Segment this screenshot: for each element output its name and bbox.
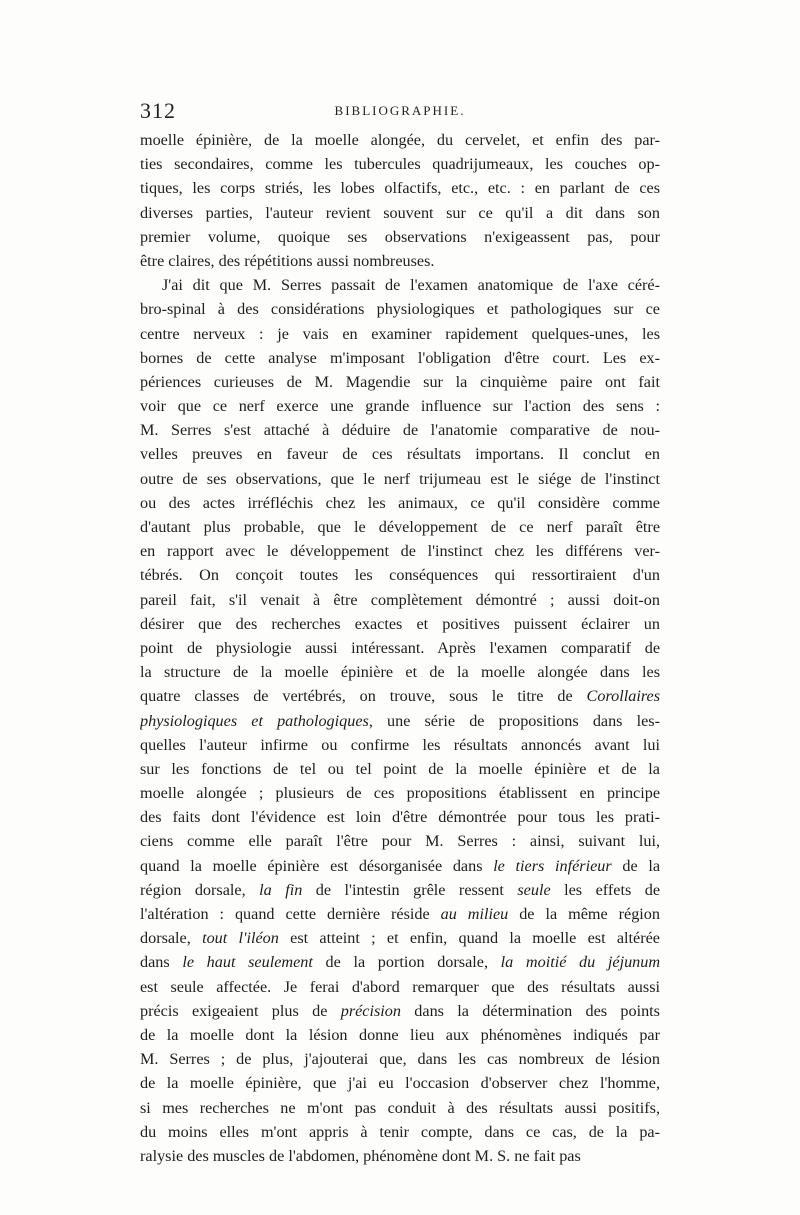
text-line (140, 297, 660, 321)
text-segment: être claires, des répétitions aussi nombreuses. (140, 251, 435, 270)
text-segment: de la portion dorsale, (312, 953, 501, 972)
text-segment: est seule affectée. Je ferai d'abord remarquer que des résultats aussi (140, 977, 660, 996)
text-segment: est atteint ; et enfin, quand la moelle est altérée (278, 929, 660, 948)
text-segment: moelle alongée ; plusieurs de ces propositions établissent en principe (140, 784, 660, 803)
italic-text: le haut seulement (182, 953, 313, 972)
text-line (140, 781, 660, 805)
text-line (140, 1096, 660, 1120)
text-segment: précis exigeaient plus de (140, 1001, 341, 1020)
text-segment: ties secondaires, comme les tubercules quadrijumeaux, les couches op- (140, 155, 660, 174)
body-text (140, 128, 660, 1168)
text-line (140, 1071, 660, 1095)
text-line (140, 684, 660, 708)
text-segment: d'autant plus probable, que le développement de ce nerf paraît être (140, 518, 660, 536)
text-line (140, 322, 660, 346)
text-line (140, 467, 660, 491)
text-segment: point de physiologie aussi intéressant. Après l'examen comparatif de (140, 638, 660, 657)
page-header (140, 98, 660, 124)
text-line (140, 878, 660, 902)
text-segment: velles preuves en faveur de ces résultats importans. Il conclut en (140, 445, 660, 464)
text-segment: , une série de propositions dans les- (368, 711, 660, 730)
text-segment: ralysie des muscles de l'abdomen, phénomène dont M. S. ne fait pas (140, 1146, 581, 1165)
text-line (140, 201, 660, 225)
text-segment: moelle épinière, de la moelle alongée, du cervelet, et enfin des par- (140, 131, 660, 149)
italic-text: seule (517, 880, 551, 899)
text-line (140, 249, 660, 273)
text-line (140, 950, 660, 974)
text-line (140, 394, 660, 418)
italic-text: Corollaires (586, 687, 660, 706)
text-segment: M. Serres s'est attaché à déduire de l'anatomie comparative de nou- (140, 421, 660, 440)
text-line (140, 442, 660, 466)
text-segment: ou des actes irréfléchis chez les animaux, ce qu'il considère comme (140, 493, 660, 512)
text-segment: désirer que des recherches exactes et positives puissent éclairer un (140, 614, 660, 633)
text-segment: ciens comme elle paraît l'être pour M. Serres : ainsi, suivant lui, (140, 832, 660, 851)
text-segment: région dorsale, (140, 880, 260, 899)
text-segment: du moins elles m'ont appris à tenir compte, dans ce cas, de la pa- (140, 1122, 660, 1141)
text-line (140, 1120, 660, 1144)
text-line (140, 176, 660, 200)
text-segment: dans la détermination des points (400, 1001, 660, 1020)
text-segment: des faits dont l'évidence est loin d'être démontrée pour tous les prati- (140, 808, 660, 827)
text-segment: de la même région (508, 905, 660, 923)
text-segment: de la moelle épinière, que j'ai eu l'occasion d'observer chez l'homme, (140, 1074, 660, 1093)
text-segment: périences curieuses de M. Magendie sur la cinquième paire ont fait (140, 372, 660, 391)
text-line (140, 636, 660, 660)
text-segment: voir que ce nerf exerce une grande influence sur l'action des sens : (140, 397, 660, 416)
text-line (140, 829, 660, 853)
text-line (140, 418, 660, 442)
text-line (140, 346, 660, 370)
text-line (140, 854, 660, 878)
text-segment: si mes recherches ne m'ont pas conduit à des résultats aussi positifs, (140, 1098, 660, 1117)
italic-text: au milieu (440, 905, 509, 923)
italic-text: la moitié du jéjunum (500, 953, 660, 972)
text-line (140, 709, 660, 733)
text-segment: l'altération : quand cette dernière réside (140, 905, 441, 923)
text-line (140, 563, 660, 587)
text-segment: de la (611, 856, 660, 875)
text-line (140, 733, 660, 757)
text-segment: outre de ses observations, que le nerf trijumeau est le siége de l'instinct (140, 469, 660, 488)
italic-text: le tiers inférieur (493, 856, 612, 875)
text-line (140, 1023, 660, 1047)
text-segment: centre nerveux : je vais en examiner rapidement quelques-unes, les (140, 324, 660, 343)
text-line (140, 805, 660, 829)
text-line (140, 1047, 660, 1071)
running-title: BIBLIOGRAPHIE. (334, 103, 466, 118)
text-line (140, 225, 660, 249)
text-segment: sur les fonctions de tel ou tel point de la moelle épinière et de la (140, 759, 660, 778)
text-line (140, 612, 660, 636)
text-segment: premier volume, quoique ses observations n'exigeassent pas, pour (140, 227, 660, 246)
text-line (140, 515, 660, 539)
text-line (140, 975, 660, 999)
text-line (140, 539, 660, 563)
text-line (140, 660, 660, 684)
text-line (140, 128, 660, 152)
text-segment: quatre classes de vertébrés, on trouve, sous le titre de (140, 687, 587, 706)
text-line (140, 370, 660, 394)
text-segment: de la moelle dont la lésion donne lieu aux phénomènes indiqués par (140, 1025, 660, 1044)
text-line (140, 491, 660, 515)
text-line (140, 273, 660, 297)
text-segment: M. Serres ; de plus, j'ajouterai que, dans les cas nombreux de lésion (140, 1050, 660, 1069)
text-segment: tébrés. On conçoit toutes les conséquences qui ressortiraient d'un (140, 566, 660, 585)
text-segment: J'ai dit que M. Serres passait de l'examen anatomique de l'axe céré- (162, 276, 660, 295)
text-segment: la structure de la moelle épinière et de la moelle alongée dans les (140, 663, 660, 682)
text-segment: de l'intestin grêle ressent (302, 880, 518, 899)
text-line (140, 999, 660, 1023)
text-line (140, 1144, 660, 1168)
italic-text: précision (340, 1001, 401, 1020)
text-segment: les effets de (550, 880, 660, 899)
text-line (140, 926, 660, 950)
text-line (140, 902, 660, 926)
text-segment: pareil fait, s'il venait à être complètement démontré ; aussi doit-on (140, 590, 660, 609)
page-number: 312 (140, 98, 176, 123)
text-segment: quelles l'auteur infirme ou confirme les résultats annoncés avant lui (140, 735, 660, 754)
text-segment: dans (140, 953, 183, 972)
text-segment: tiques, les corps striés, les lobes olfactifs, etc., etc. : en parlant de ces (140, 179, 660, 198)
text-segment: en rapport avec le développement de l'instinct chez les différens ver- (140, 542, 660, 561)
text-segment: bornes de cette analyse m'imposant l'obligation d'être court. Les ex- (140, 348, 660, 367)
italic-text: physiologiques et pathologiques (140, 711, 369, 730)
text-line (140, 588, 660, 612)
text-line (140, 152, 660, 176)
text-segment: diverses parties, l'auteur revient souvent sur ce qu'il a dit dans son (140, 203, 660, 222)
text-line (140, 757, 660, 781)
italic-text: la fin (259, 880, 303, 899)
text-segment: quand la moelle épinière est désorganisée dans (140, 856, 494, 875)
text-segment: dorsale, (140, 929, 203, 948)
italic-text: tout l'iléon (202, 929, 279, 948)
text-segment: bro-spinal à des considérations physiologiques et pathologiques sur ce (140, 300, 660, 319)
